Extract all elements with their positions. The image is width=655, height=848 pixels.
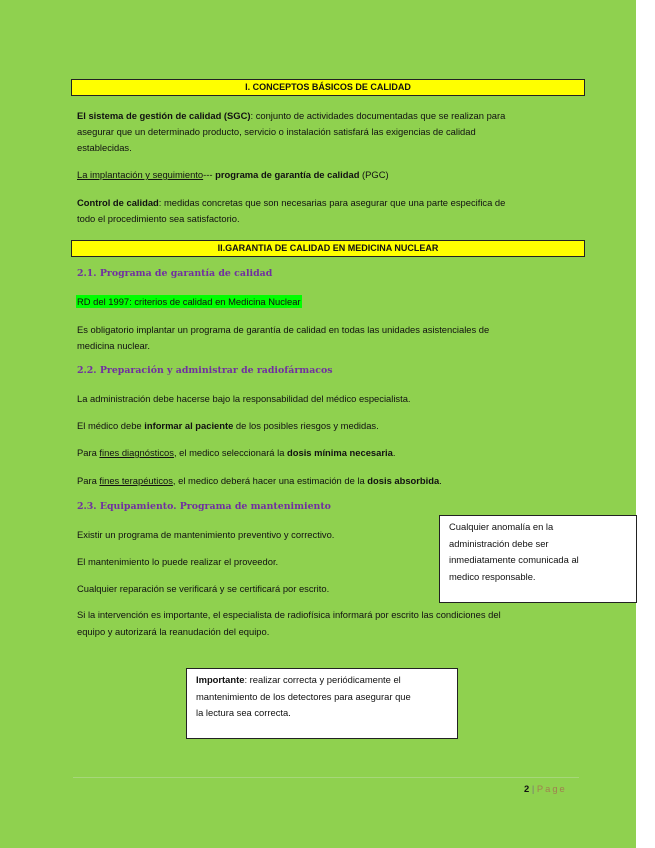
subheading-programa-garantia: 2.1. Programa de garantía de calidad [77,268,273,279]
anomaly-callout-box [439,515,637,603]
rd-highlight: RD del 1997: criterios de calidad en Medicina Nuclear [77,296,301,307]
administracion-line: La administración debe hacerse bajo la responsabilidad del médico especialista. [77,393,411,404]
control-term: Control de calidad [77,197,159,208]
obligatorio-line1: Es obligatorio implantar un programa de garantía de calidad en todas las unidades asistenciales de [77,324,490,335]
fines-diagnosticos-line: Para fines diagnósticos, el medico seleccionará la dosis mínima necesaria. [77,447,396,458]
medico-informar-line: El médico debe informar al paciente de los posibles riesgos y medidas. [77,420,379,431]
sgc-paragraph-line2: asegurar que un determinado producto, servicio o instalación satisfará las exigencias de calidad [77,126,476,137]
page-number: 2 [524,783,530,794]
equipamiento-line1: Existir un programa de mantenimiento preventivo y correctivo. [77,529,335,540]
sgc-paragraph-line3: establecidas. [77,142,132,153]
fines-terapeuticos-line: Para fines terapéuticos, el medico deberá hacer una estimación de la dosis absorbida. [77,475,442,486]
equipamiento-line2: El mantenimiento lo puede realizar el proveedor. [77,556,279,567]
important-callout-box [186,668,458,739]
rd-1997-line [76,294,302,311]
footer-divider [73,777,579,778]
sgc-term: El sistema de gestión de calidad (SGC) [77,110,251,121]
subheading-radiofarmacos: 2.2. Preparación y administrar de radiofármacos [77,365,333,376]
footer-separator: | [531,783,535,794]
anomaly-callout-text: Cualquier anomalía en la administración debe ser inmediatamente comunicada al medico responsable. [449,521,579,582]
important-label: Importante [196,674,245,685]
section-heading-conceptos: I. CONCEPTOS BÁSICOS DE CALIDAD [71,79,585,96]
intervencion-line2: equipo y autorizará la reanudación del equipo. [77,626,270,637]
intervencion-line1: Si la intervención es importante, el especialista de radiofísica informará por escrito las condiciones del [77,609,501,620]
subheading-mantenimiento: 2.3. Equipamiento. Programa de mantenimiento [77,501,331,512]
control-calidad-line1: Control de calidad: medidas concretas que son necesarias para asegurar que una parte especifica de [77,197,506,208]
page-footer [524,783,567,794]
sgc-paragraph-line1: El sistema de gestión de calidad (SGC): conjunto de actividades documentadas que se realizan para [77,110,506,121]
footer-page-word: Page [536,783,567,794]
implantacion-line: La implantación y seguimiento--- programa de garantía de calidad (PGC) [77,169,389,180]
section-heading-garantia: II.GARANTIA DE CALIDAD EN MEDICINA NUCLEAR [71,240,585,257]
important-callout-text: Importante: realizar correcta y periódicamente el mantenimiento de los detectores para asegurar que la lectura sea correcta. [196,674,411,718]
control-calidad-line2: todo el procedimiento sea satisfactorio. [77,213,240,224]
obligatorio-line2: medicina nuclear. [77,340,150,351]
equipamiento-line3: Cualquier reparación se verificará y se certificará por escrito. [77,583,330,594]
